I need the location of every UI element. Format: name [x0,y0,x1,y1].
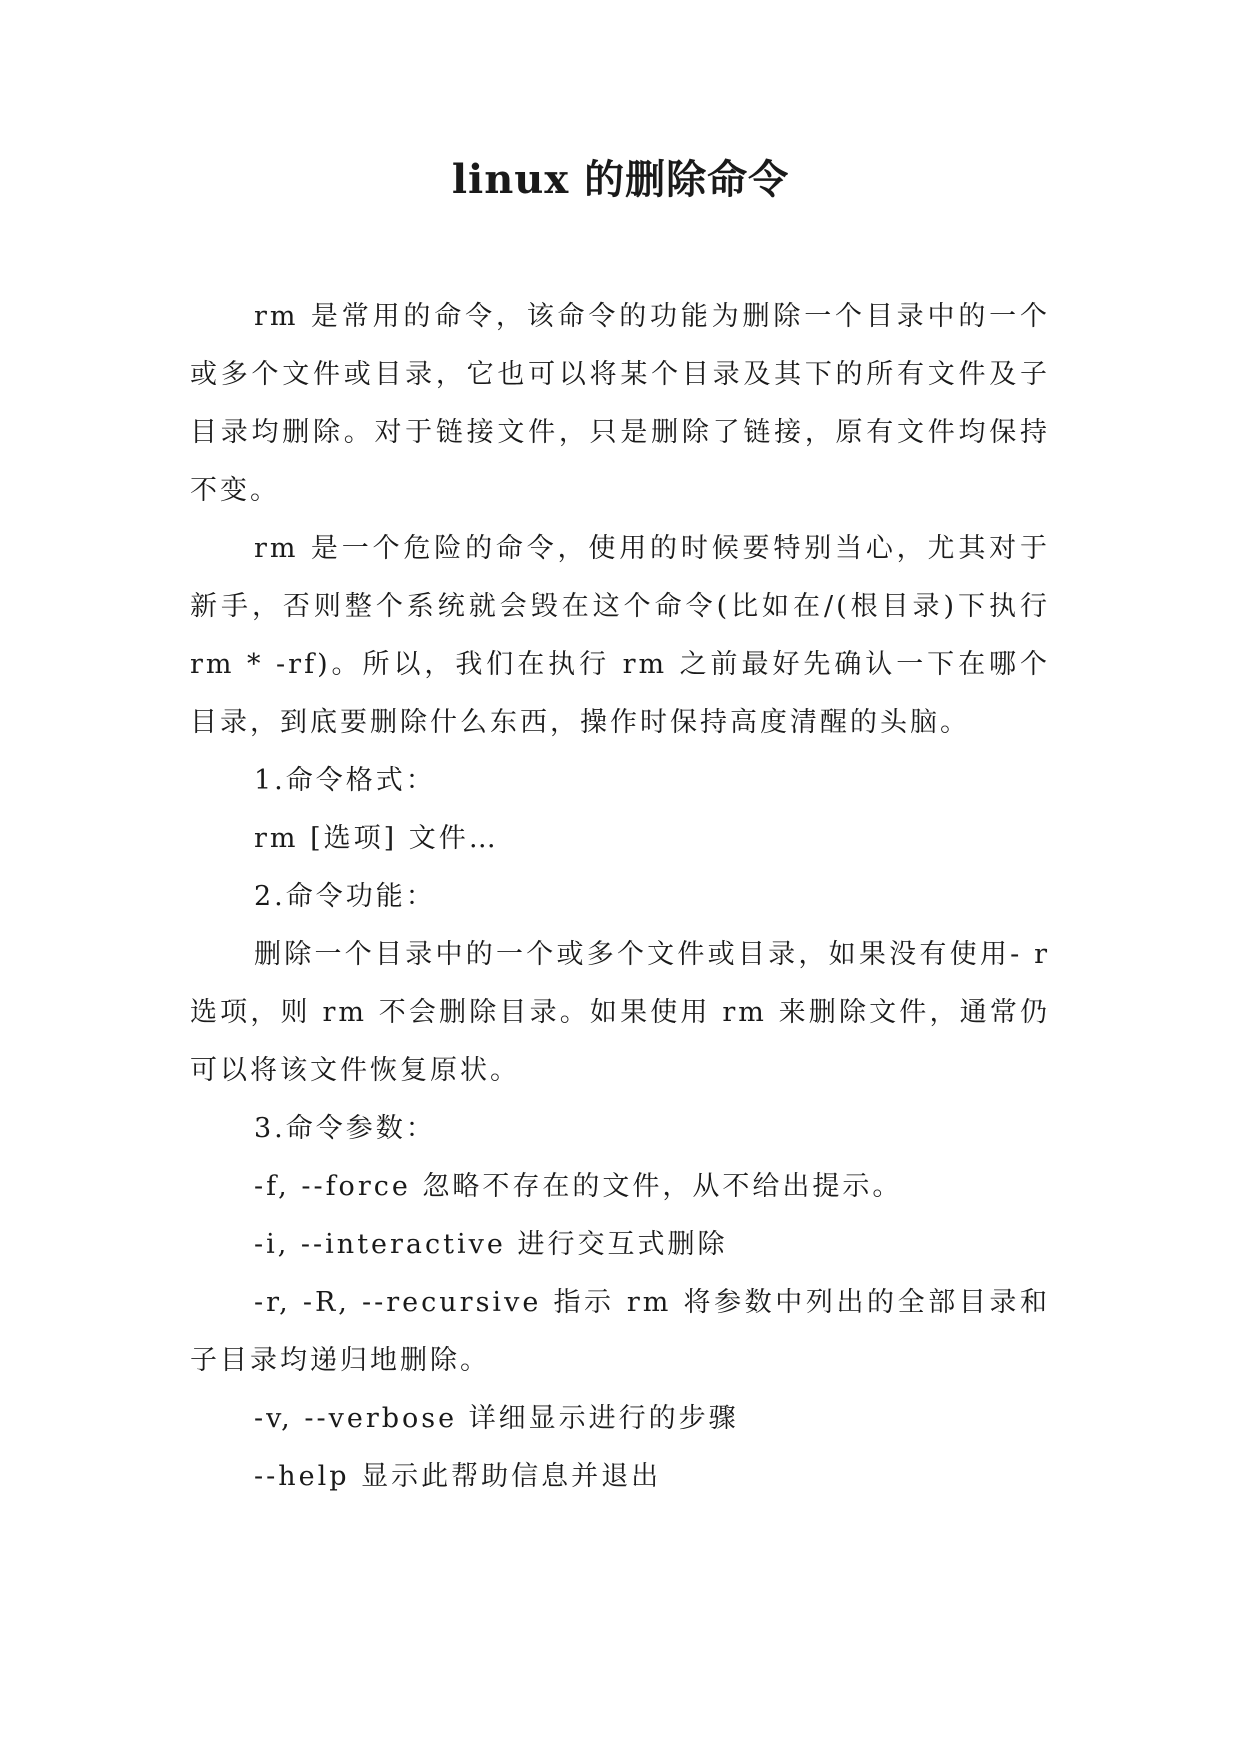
option-verbose: -v, --verbose 详细显示进行的步骤 [254,1403,739,1434]
command-format-syntax: rm [选项] 文件… [254,823,499,854]
option-help: --help 显示此帮助信息并退出 [254,1461,662,1492]
document-title: linux 的删除命令 [451,156,790,203]
paragraph-command-function: 删除一个目录中的一个或多个文件或目录，如果没有使用- r 选项，则 rm 不会删除目录。如果使用 rm 来删除文件，通常仍可以将该文件恢复原状。 [190,939,1050,1086]
paragraph-rm-intro: rm 是常用的命令，该命令的功能为删除一个目录中的一个或多个文件或目录，它也可以将某个目录及其下的所有文件及子目录均删除。对于链接文件，只是删除了链接，原有文件均保持不变。 [190,301,1050,506]
document-body [190,288,1050,1506]
heading-command-function: 2.命令功能： [254,881,436,912]
option-interactive: -i, --interactive 进行交互式删除 [254,1229,728,1260]
heading-command-format: 1.命令格式： [254,765,436,796]
option-force: -f, --force 忽略不存在的文件，从不给出提示。 [254,1171,903,1202]
heading-command-parameters: 3.命令参数： [254,1113,436,1144]
option-recursive: -r, -R, --recursive 指示 rm 将参数中列出的全部目录和子目录均递归地删除。 [190,1287,1050,1376]
paragraph-rm-warning: rm 是一个危险的命令，使用的时候要特别当心，尤其对于新手，否则整个系统就会毁在这个命令(比如在/(根目录)下执行 rm * -rf)。所以，我们在执行 rm 之前最好先确认一下在哪个目录，到底要删除什么东西，操作时保持高度清醒的头脑。 [190,533,1050,738]
